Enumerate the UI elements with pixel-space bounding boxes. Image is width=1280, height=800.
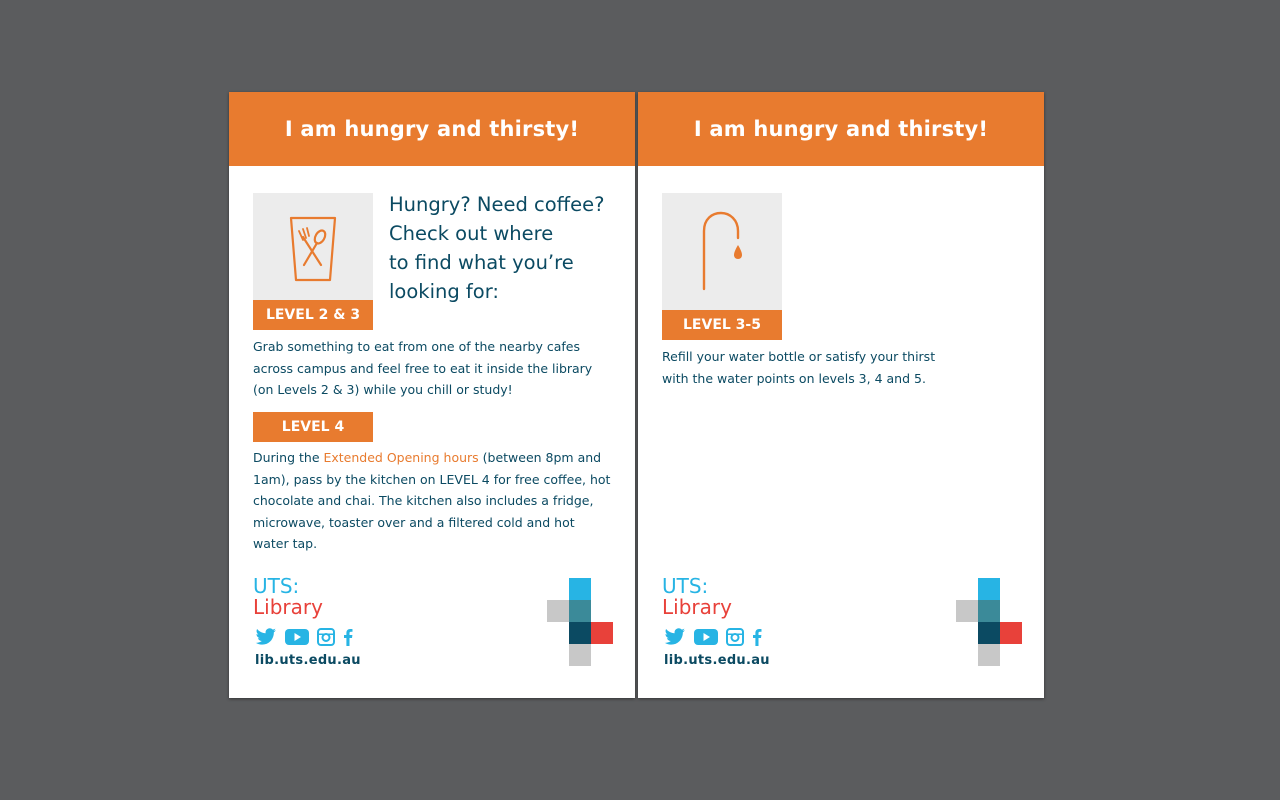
paragraph-lead: During the xyxy=(253,450,324,465)
water-icon-box xyxy=(662,193,782,311)
water-paragraph xyxy=(662,346,1024,389)
card-header xyxy=(229,92,635,166)
card-title: I am hungry and thirsty! xyxy=(693,117,989,141)
cutlery-cup-icon xyxy=(253,193,373,301)
youtube-icon[interactable] xyxy=(285,628,309,648)
uts-plus-logo xyxy=(547,578,614,666)
paragraph-line: with the water points on levels 3, 4 and 5. xyxy=(662,370,926,386)
hungry-headline xyxy=(389,190,629,306)
paragraph-line xyxy=(253,447,615,469)
flyer-card-right xyxy=(638,92,1044,698)
paragraph-line-rest: (between 8pm and xyxy=(478,450,602,465)
paragraph-line: microwave, toaster over and a filtered cold and hot xyxy=(253,514,575,530)
paragraph-line: (on Levels 2 & 3) while you chill or study! xyxy=(253,382,513,397)
uts-plus-logo xyxy=(956,578,1023,666)
brand-uts: UTS: xyxy=(253,574,300,598)
headline-line: Check out where xyxy=(389,222,554,245)
paragraph-line: across campus and feel free to eat it inside the library xyxy=(253,360,593,376)
paragraph-line: water tap. xyxy=(253,536,318,551)
kitchen-paragraph xyxy=(253,447,615,555)
instagram-icon[interactable] xyxy=(317,628,335,648)
level-4-tag: LEVEL 4 xyxy=(253,412,373,442)
headline-line: to find what you’re xyxy=(389,251,574,274)
card-title: I am hungry and thirsty! xyxy=(284,117,580,141)
cafes-paragraph xyxy=(253,336,615,401)
level-2-3-tag: LEVEL 2 & 3 xyxy=(253,300,373,330)
headline-line: looking for: xyxy=(389,280,499,303)
brand-library: Library xyxy=(662,595,732,619)
social-icons xyxy=(255,628,353,648)
facebook-icon[interactable] xyxy=(343,628,353,648)
paragraph-line: Refill your water bottle or satisfy your thirst xyxy=(662,349,936,364)
extended-opening-hours-link[interactable]: Extended Opening hours xyxy=(323,450,479,465)
flyer-card-left xyxy=(229,92,635,698)
headline-line: Hungry? Need coffee? xyxy=(389,193,605,216)
paragraph-line: 1am), pass by the kitchen on LEVEL 4 for free coffee, hot xyxy=(253,471,611,487)
water-tap-icon xyxy=(662,193,782,311)
level-3-5-tag: LEVEL 3-5 xyxy=(662,310,782,340)
facebook-icon[interactable] xyxy=(752,628,762,648)
paragraph-line: chocolate and chai. The kitchen also includes a fridge, xyxy=(253,493,594,508)
instagram-icon[interactable] xyxy=(726,628,744,648)
library-url[interactable]: lib.uts.edu.au xyxy=(664,653,770,668)
paragraph-line: Grab something to eat from one of the nearby cafes xyxy=(253,339,580,354)
twitter-icon[interactable] xyxy=(255,628,277,648)
food-icon-box xyxy=(253,193,373,301)
social-icons xyxy=(664,628,762,648)
twitter-icon[interactable] xyxy=(664,628,686,648)
youtube-icon[interactable] xyxy=(694,628,718,648)
card-header xyxy=(638,92,1044,166)
library-url[interactable]: lib.uts.edu.au xyxy=(255,653,361,668)
brand-library: Library xyxy=(253,595,323,619)
brand-uts: UTS: xyxy=(662,574,709,598)
